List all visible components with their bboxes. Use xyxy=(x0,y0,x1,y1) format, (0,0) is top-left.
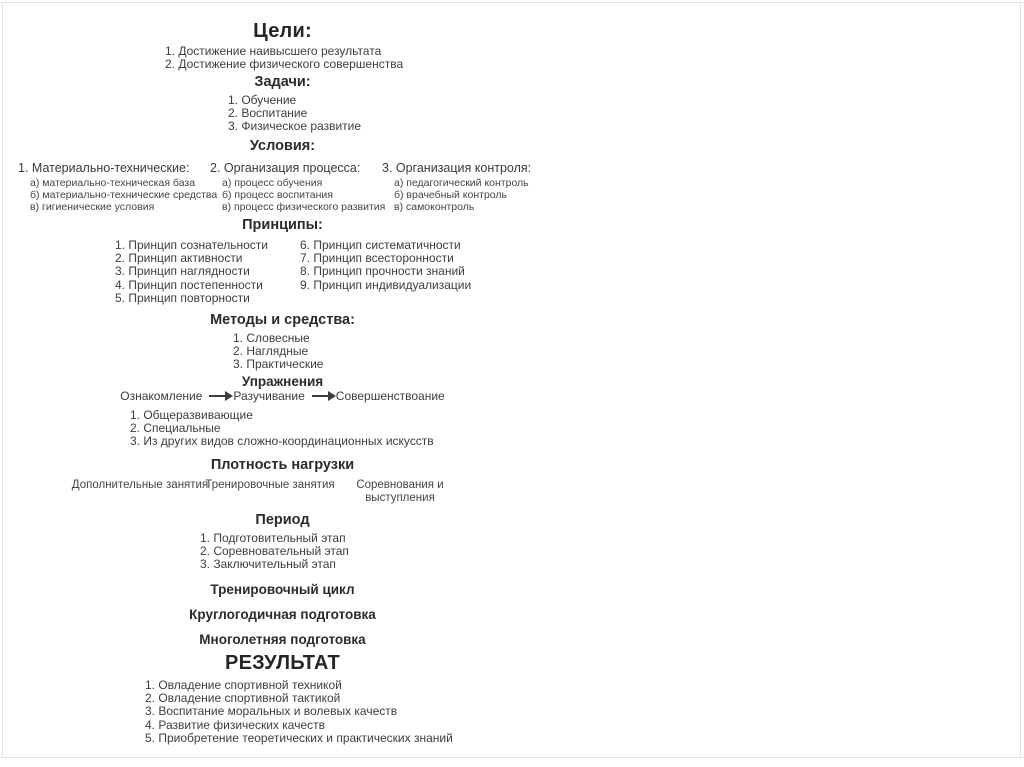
year-round-title: Круглогодичная подготовка xyxy=(189,607,376,622)
load-col-training: Тренировочные занятия xyxy=(205,479,335,491)
result-list xyxy=(10,679,690,745)
result-title: РЕЗУЛЬТАТ xyxy=(225,652,340,674)
flow-stage: Совершенствоание xyxy=(335,389,445,403)
slide-border-left xyxy=(2,2,3,758)
condition-subitem: а) педагогический контроль xyxy=(394,177,529,189)
list-item: 6. Принцип систематичности xyxy=(300,238,461,252)
long-term-title: Многолетняя подготовка xyxy=(199,632,366,647)
condition-header: 1. Материально-технические: xyxy=(18,161,190,175)
exercises-flow xyxy=(10,389,555,403)
load-columns xyxy=(10,479,555,507)
list-item: 9. Принцип индивидуализации xyxy=(300,277,472,292)
list-item: 2. Наглядные xyxy=(233,344,309,359)
list-item: 3. Воспитание моральных и волевых качеств xyxy=(145,704,398,719)
conditions-columns xyxy=(10,161,555,213)
principles-col-1 xyxy=(115,239,268,305)
methods-list xyxy=(10,332,778,372)
condition-header: 2. Организация процесса: xyxy=(210,161,361,175)
list-item: 2. Достижение физического совершенства xyxy=(165,57,404,72)
list-item: 1. Достижение наивысшего результата xyxy=(165,44,382,58)
list-item: 2. Принцип активности xyxy=(115,251,243,266)
list-item: 3. Физическое развитие xyxy=(228,119,362,134)
list-item: 2. Соревновательный этап xyxy=(200,544,349,559)
exercises-list xyxy=(10,409,675,449)
condition-subitem: б) врачебный контроль xyxy=(394,189,507,201)
principles-title: Принципы: xyxy=(242,217,323,233)
period-title: Период xyxy=(255,512,310,528)
conditions-col-material xyxy=(18,161,217,213)
period-list xyxy=(10,532,745,572)
list-item: 3. Из других видов сложно-координационных искусств xyxy=(130,434,434,449)
tasks-list xyxy=(10,94,773,134)
flow-stage: Разучивание xyxy=(233,389,305,403)
methods-title: Методы и средства: xyxy=(210,312,355,328)
flow-stage: Ознакомление xyxy=(120,389,203,403)
condition-subitem: в) самоконтроль xyxy=(394,201,475,213)
list-item: 1. Словесные xyxy=(233,331,310,345)
goals-title: Цели: xyxy=(253,20,312,42)
conditions-col-control xyxy=(382,161,531,213)
list-item: 2. Специальные xyxy=(130,421,221,436)
principles-columns xyxy=(10,239,555,307)
list-item: 1. Принцип сознательности xyxy=(115,238,268,252)
list-item: 5. Приобретение теоретических и практических знаний xyxy=(145,730,453,745)
list-item: 4. Принцип постепенности xyxy=(115,277,263,292)
condition-subitem: б) материально-технические средства xyxy=(30,189,218,201)
list-item: 2. Воспитание xyxy=(228,106,308,121)
conditions-col-process xyxy=(210,161,385,213)
exercises-title: Упражнения xyxy=(241,374,324,389)
slide-border-bottom xyxy=(0,757,1024,758)
cycle-title: Тренировочный цикл xyxy=(210,582,355,597)
list-item: 1. Овладение спортивной техникой xyxy=(145,678,342,692)
list-item: 3. Практические xyxy=(233,357,324,372)
condition-subitem: в) гигиенические условия xyxy=(30,201,155,213)
list-item: 5. Принцип повторности xyxy=(115,290,250,305)
right-arrow-icon xyxy=(312,395,329,397)
condition-header: 3. Организация контроля: xyxy=(382,161,532,175)
condition-subitem: б) процесс воспитания xyxy=(222,189,333,201)
load-col-additional: Дополнительные занятия xyxy=(71,479,209,491)
tasks-title: Задачи: xyxy=(254,74,311,90)
list-item: 3. Заключительный этап xyxy=(200,557,336,572)
list-item: 7. Принцип всесторонности xyxy=(300,251,454,266)
condition-subitem: а) процесс обучения xyxy=(222,177,323,189)
list-item: 1. Обучение xyxy=(228,93,297,107)
list-item: 1. Общеразвивающие xyxy=(130,408,253,422)
load-title: Плотность нагрузки xyxy=(210,457,355,473)
principles-col-2 xyxy=(300,239,471,292)
conditions-title: Условия: xyxy=(249,138,316,154)
goals-list xyxy=(10,45,710,71)
load-col-competitions: Соревнования и выступления xyxy=(356,479,444,504)
condition-subitem: в) процесс физического развития xyxy=(222,201,386,213)
condition-subitem: а) материально-техническая база xyxy=(30,177,196,189)
list-item: 8. Принцип прочности знаний xyxy=(300,264,465,279)
list-item: 3. Принцип наглядности xyxy=(115,264,250,279)
slide-border-right xyxy=(1020,2,1021,758)
list-item: 1. Подготовительный этап xyxy=(200,531,346,545)
slide-border-top xyxy=(0,2,1024,3)
list-item: 4. Развитие физических качеств xyxy=(145,717,325,732)
right-arrow-icon xyxy=(209,395,226,397)
list-item: 2. Овладение спортивной тактикой xyxy=(145,691,341,706)
